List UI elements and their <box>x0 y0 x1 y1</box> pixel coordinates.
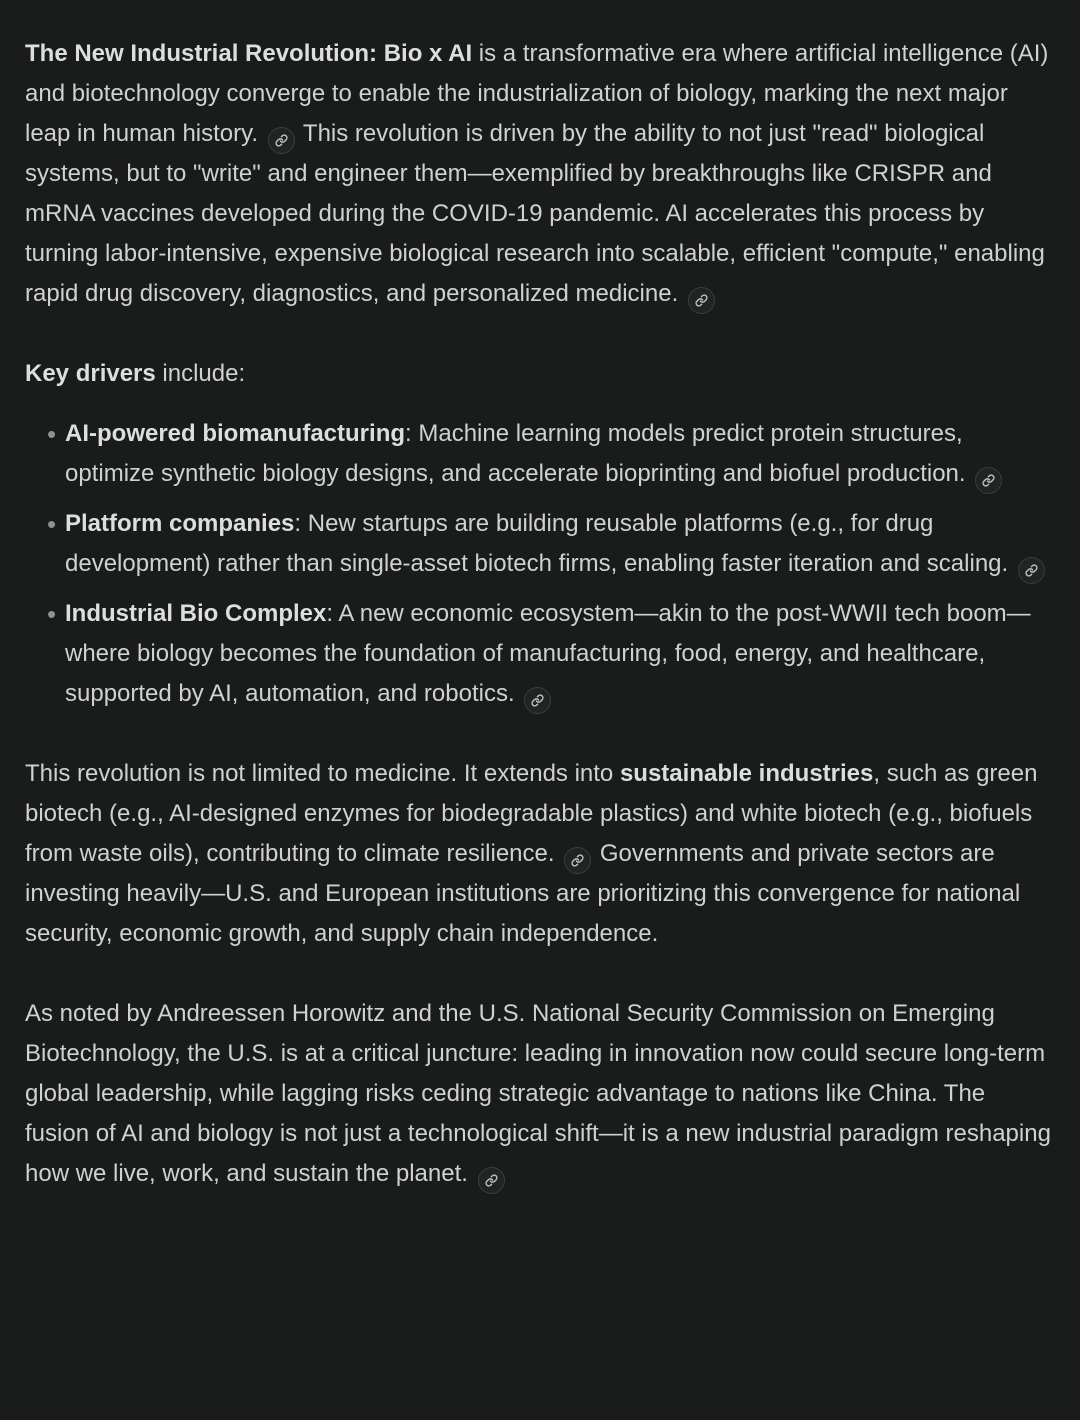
citation-link-icon[interactable] <box>524 687 551 714</box>
text-segment: Governments and private sectors are investing heavily—U.S. and European institutions are prioritizing this convergence for national security, economic growth, and supply chain independence. <box>25 840 1021 947</box>
list-item <box>47 594 1055 714</box>
text-segment: : Machine learning models predict protein structures, optimize synthetic biology designs, and accelerate bioprinting and biofuel production. <box>65 420 973 487</box>
paragraph <box>25 354 1055 394</box>
bold-text-segment: Platform companies <box>65 510 295 537</box>
citation-link-icon[interactable] <box>564 847 591 874</box>
text-segment: This revolution is driven by the ability to not just "read" biological systems, but to "write" and engineer them—exemplified by breakthroughs like CRISPR and mRNA vaccines developed during the COVID-19 pandemic. AI accelerates this process by turning labor-intensive, expensive biological research into scalable, efficient "compute," enabling rapid drug discovery, diagnostics, and personalized medicine. <box>25 120 1045 307</box>
paragraph <box>25 754 1055 954</box>
bold-text-segment: Key drivers <box>25 360 156 387</box>
bold-text-segment: AI-powered biomanufacturing <box>65 420 406 447</box>
citation-link-icon[interactable] <box>268 127 295 154</box>
bold-text-segment: sustainable industries <box>619 760 874 787</box>
list-item <box>47 504 1055 584</box>
text-segment: : A new economic ecosystem—akin to the post-WWII tech boom—where biology becomes the foundation of manufacturing, food, energy, and healthcare, supported by AI, automation, and robotics. <box>65 600 1031 707</box>
text-segment: , such as green biotech (e.g., AI-designed enzymes for biodegradable plastics) and white biotech (e.g., biofuels from waste oils), contributing to climate resilience. <box>25 760 1038 867</box>
text-segment: : New startups are building reusable platforms (e.g., for drug development) rather than single-asset biotech firms, enabling faster iteration and scaling. <box>65 510 1015 577</box>
text-segment: As noted by Andreessen Horowitz and the U.S. National Security Commission on Emerging Biotechnology, the U.S. is at a critical juncture: leading in innovation now could secure long-term global leadership, while lagging risks ceding strategic advantage to nations like China. The fusion of AI and biology is not just a technological shift—it is a new industrial paradigm reshaping how we live, work, and sustain the planet. <box>25 1000 1051 1187</box>
text-segment: is a transformative era where artificial intelligence (AI) and biotechnology converge to enable the industrialization of biology, marking the next major leap in human history. <box>25 40 1049 147</box>
text-segment: This revolution is not limited to medicine. It extends into <box>25 760 620 787</box>
citation-link-icon[interactable] <box>975 467 1002 494</box>
bold-text-segment: Industrial Bio Complex <box>65 600 327 627</box>
bold-text-segment: The New Industrial Revolution: Bio x AI <box>25 40 473 67</box>
paragraph <box>25 994 1055 1194</box>
answer-blocks <box>25 34 1055 1194</box>
citation-link-icon[interactable] <box>478 1167 505 1194</box>
text-segment: include: <box>155 360 246 387</box>
citation-link-icon[interactable] <box>1018 557 1045 584</box>
citation-link-icon[interactable] <box>688 287 715 314</box>
paragraph <box>25 34 1055 314</box>
list-item <box>47 414 1055 494</box>
key-drivers-list <box>25 414 1055 714</box>
